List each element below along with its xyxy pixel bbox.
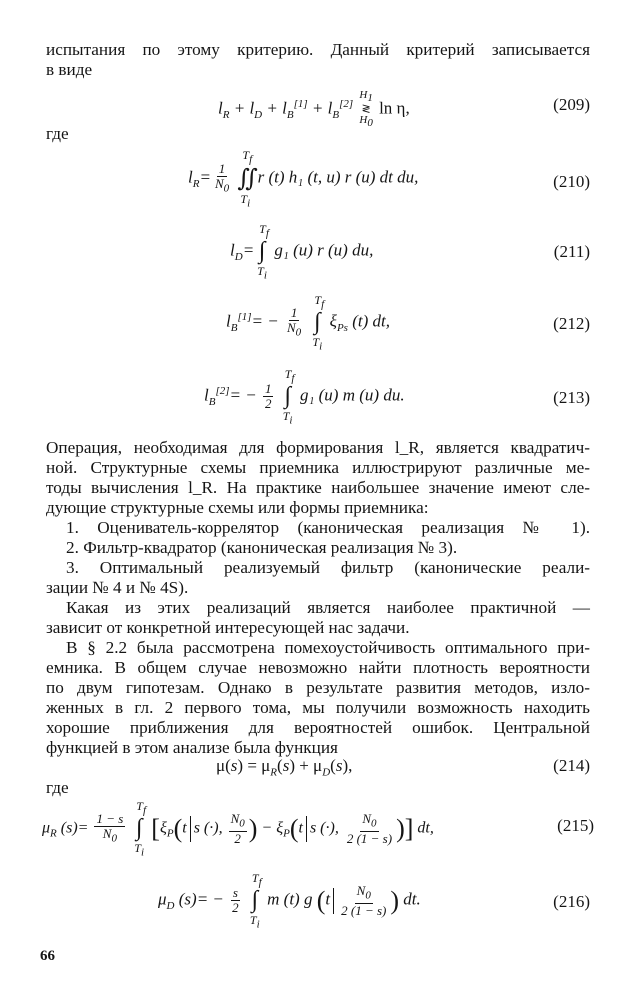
where-word: где <box>46 124 69 143</box>
equation-210: $l_R=$ $\frac{1}{N_0}$ ∬ $T_f$ $T_i$ r (t) h₁ (t, u) r (u) dt du, <box>188 148 419 210</box>
receiver-forms-list <box>46 518 590 598</box>
equation-number: (215) <box>557 816 594 835</box>
equation-214: $\mu(s) = \mu_R(s) + \mu_D(s)$, <box>216 756 353 779</box>
list-item: 1. Оцениватель-коррелятор (каноническая реализация № 1). <box>66 518 590 537</box>
text-line: в виде <box>46 60 93 79</box>
text-line: Операция, необходимая для формирования l_R, является квадратич- <box>46 438 590 457</box>
list-item: 3. Оптимальный реализуемый фильтр (канонические реали- <box>66 558 590 577</box>
text-line: тоды вычисления l_R. На практике наибольшее значение имеют сле- <box>46 478 590 497</box>
equation-number: (214) <box>553 756 590 775</box>
integrand: r (t) h₁ (t, u) r (u) dt du, <box>257 167 419 187</box>
equation-215: $\mu_R$ (s)= $\frac{1 - s}{N_0}$ ∫ $T_f$ $T_i$ [$\xi_P(t$ s (·), $\frac{N_0}{2}$ ) − $\xi_P(t$ s (·), $\frac{N_0}{2 (1 - s)}$ )] dt, <box>42 799 434 859</box>
equation-209: $l_R + l_D + l_B[1] + l_B[2]$ $H_1$ ≷ $H_0$ ln η, <box>218 89 410 130</box>
text-line: ной. Структурные схемы приемника иллюстрируют различные ме- <box>46 458 590 477</box>
equation-number: (216) <box>553 892 590 911</box>
text-line: емника. В общем случае невозможно найти плотность вероятности <box>46 658 590 677</box>
equation-number: (211) <box>553 242 590 261</box>
equation-216: $\mu_D$ (s)= − $\frac{s}{2}$ ∫ $T_f$ $T_i$ m (t) g (t $\frac{N_0}{2 (1 - s)}$ ) dt. <box>158 871 421 931</box>
where-word: где <box>46 778 69 797</box>
equation-number: (210) <box>553 172 590 191</box>
text-line: женных в гл. 2 первого тома, мы получили возможность находить <box>46 698 590 717</box>
page-number: 66 <box>40 948 55 964</box>
integrand: g₁ (u) r (u) du, <box>274 240 374 260</box>
body-paragraph <box>46 598 590 638</box>
equation-212: $l_B[1]=$ − $\frac{1}{N_0}$ ∫ $T_f$ $T_i$ $\xi_{Ps}$ (t) dt, <box>226 293 390 353</box>
integrand: g₁ (u) m (u) du. <box>299 385 405 405</box>
body-paragraph <box>46 638 590 758</box>
equation-number: (212) <box>553 314 590 333</box>
text-line: хорошие приближения для вероятностей ошибок. Центральной <box>46 718 590 737</box>
list-item: 2. Фильтр-квадратор (каноническая реализация № 3). <box>66 538 458 557</box>
text-line: В § 2.2 была рассмотрена помехоустойчивость оптимального при- <box>66 638 590 657</box>
list-item: зации № 4 и № 4S). <box>46 578 189 597</box>
body-paragraph <box>46 438 590 518</box>
equation-number: (209) <box>553 95 590 114</box>
text-line: дующие структурные схемы или формы приемника: <box>46 498 429 517</box>
text-line: Какая из этих реализаций является наиболее практичной — <box>66 598 590 617</box>
equation-number: (213) <box>553 388 590 407</box>
text-line: зависит от конкретной интересующей нас задачи. <box>46 618 410 637</box>
text-line: испытания по этому критерию. Данный критерий записывается <box>46 40 590 59</box>
equation-213: $l_B[2]=$ − $\frac{1}{2}$ ∫ $T_f$ $T_i$ g₁ (u) m (u) du. <box>204 367 405 426</box>
text-line: функцией в этом анализе была функция <box>46 738 338 757</box>
text-line: по двум гипотезам. Однако в результате развития методов, изло- <box>46 678 590 697</box>
equation-211: $l_D=$ ∫ $T_f$ $T_i$ g₁ (u) r (u) du, <box>230 222 374 281</box>
intro-paragraph <box>46 40 590 80</box>
